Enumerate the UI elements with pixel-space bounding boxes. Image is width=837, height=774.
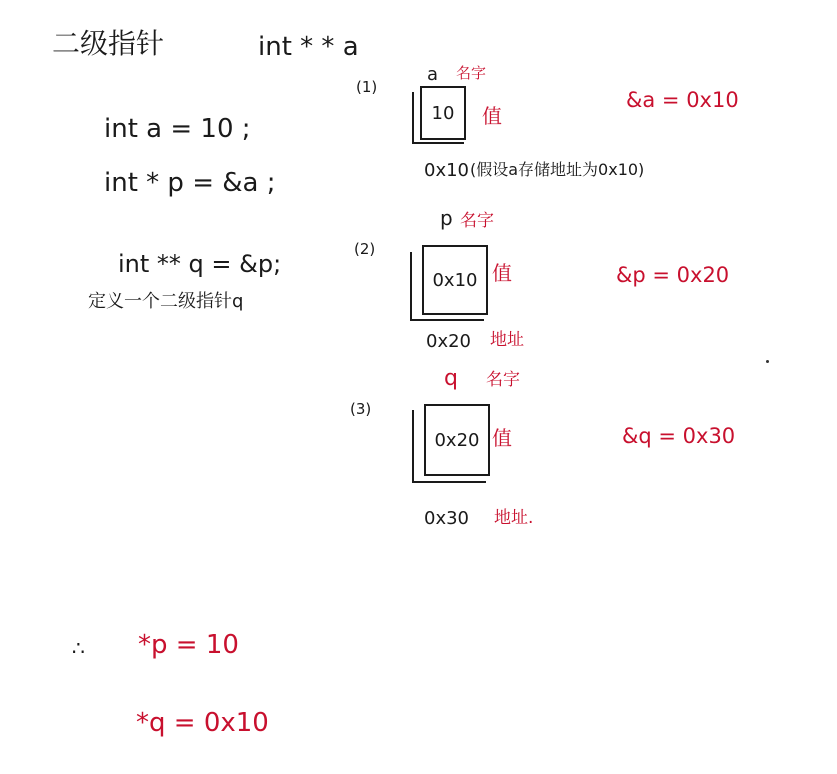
step1-value: 10 (431, 102, 455, 124)
step3-address-tag: 地址. (494, 508, 534, 528)
code-line-int-p: int * p = &a ; (104, 168, 276, 198)
page-title: 二级指针 (52, 27, 165, 60)
step2-memory-box (422, 245, 488, 315)
step3-memory-box (424, 404, 490, 476)
step1-memory-box (420, 86, 466, 140)
step2-box-shadow-left (410, 252, 412, 320)
step2-value: 0x10 (432, 269, 478, 291)
conclusion-deref-q: *q = 0x10 (136, 708, 269, 738)
stray-ink-dot (766, 360, 769, 363)
conclusion-deref-p: *p = 10 (138, 630, 239, 660)
step1-address-note: (假设a存储地址为0x10) (470, 160, 645, 179)
step3-name-tag: 名字 (486, 370, 520, 390)
step3-address: 0x30 (424, 508, 470, 529)
step1-var-name: a (427, 64, 439, 85)
step1-box-shadow-bottom (412, 142, 464, 144)
step1-address: 0x10 (424, 160, 470, 181)
step2-box-shadow-bottom (410, 319, 484, 321)
step2-address-equation: &p = 0x20 (616, 263, 730, 287)
code-note: 定义一个二级指针q (88, 291, 244, 312)
step2-number: (2) (354, 240, 376, 258)
step1-address-equation: &a = 0x10 (626, 88, 739, 112)
step1-box-shadow-left (412, 92, 414, 144)
step1-value-tag: 值 (482, 104, 502, 128)
step3-value: 0x20 (434, 429, 480, 451)
step3-value-tag: 值 (492, 426, 512, 450)
step2-var-name: p (440, 206, 453, 230)
title-declaration: int * * a (258, 32, 359, 62)
step3-var-name: q (444, 366, 458, 391)
therefore-symbol: ∴ (72, 636, 85, 660)
step3-box-shadow-bottom (412, 481, 486, 483)
step2-value-tag: 值 (492, 261, 512, 285)
step2-address-tag: 地址 (490, 330, 524, 350)
step2-name-tag: 名字 (460, 211, 494, 231)
code-line-int-q: int ** q = &p; (118, 250, 282, 278)
step2-address: 0x20 (426, 331, 472, 352)
code-line-int-a: int a = 10 ; (104, 114, 251, 144)
step3-number: (3) (350, 400, 372, 418)
step3-address-equation: &q = 0x30 (622, 424, 736, 448)
step1-number: (1) (356, 78, 378, 96)
step1-name-tag: 名字 (456, 64, 487, 82)
step3-box-shadow-left (412, 410, 414, 482)
